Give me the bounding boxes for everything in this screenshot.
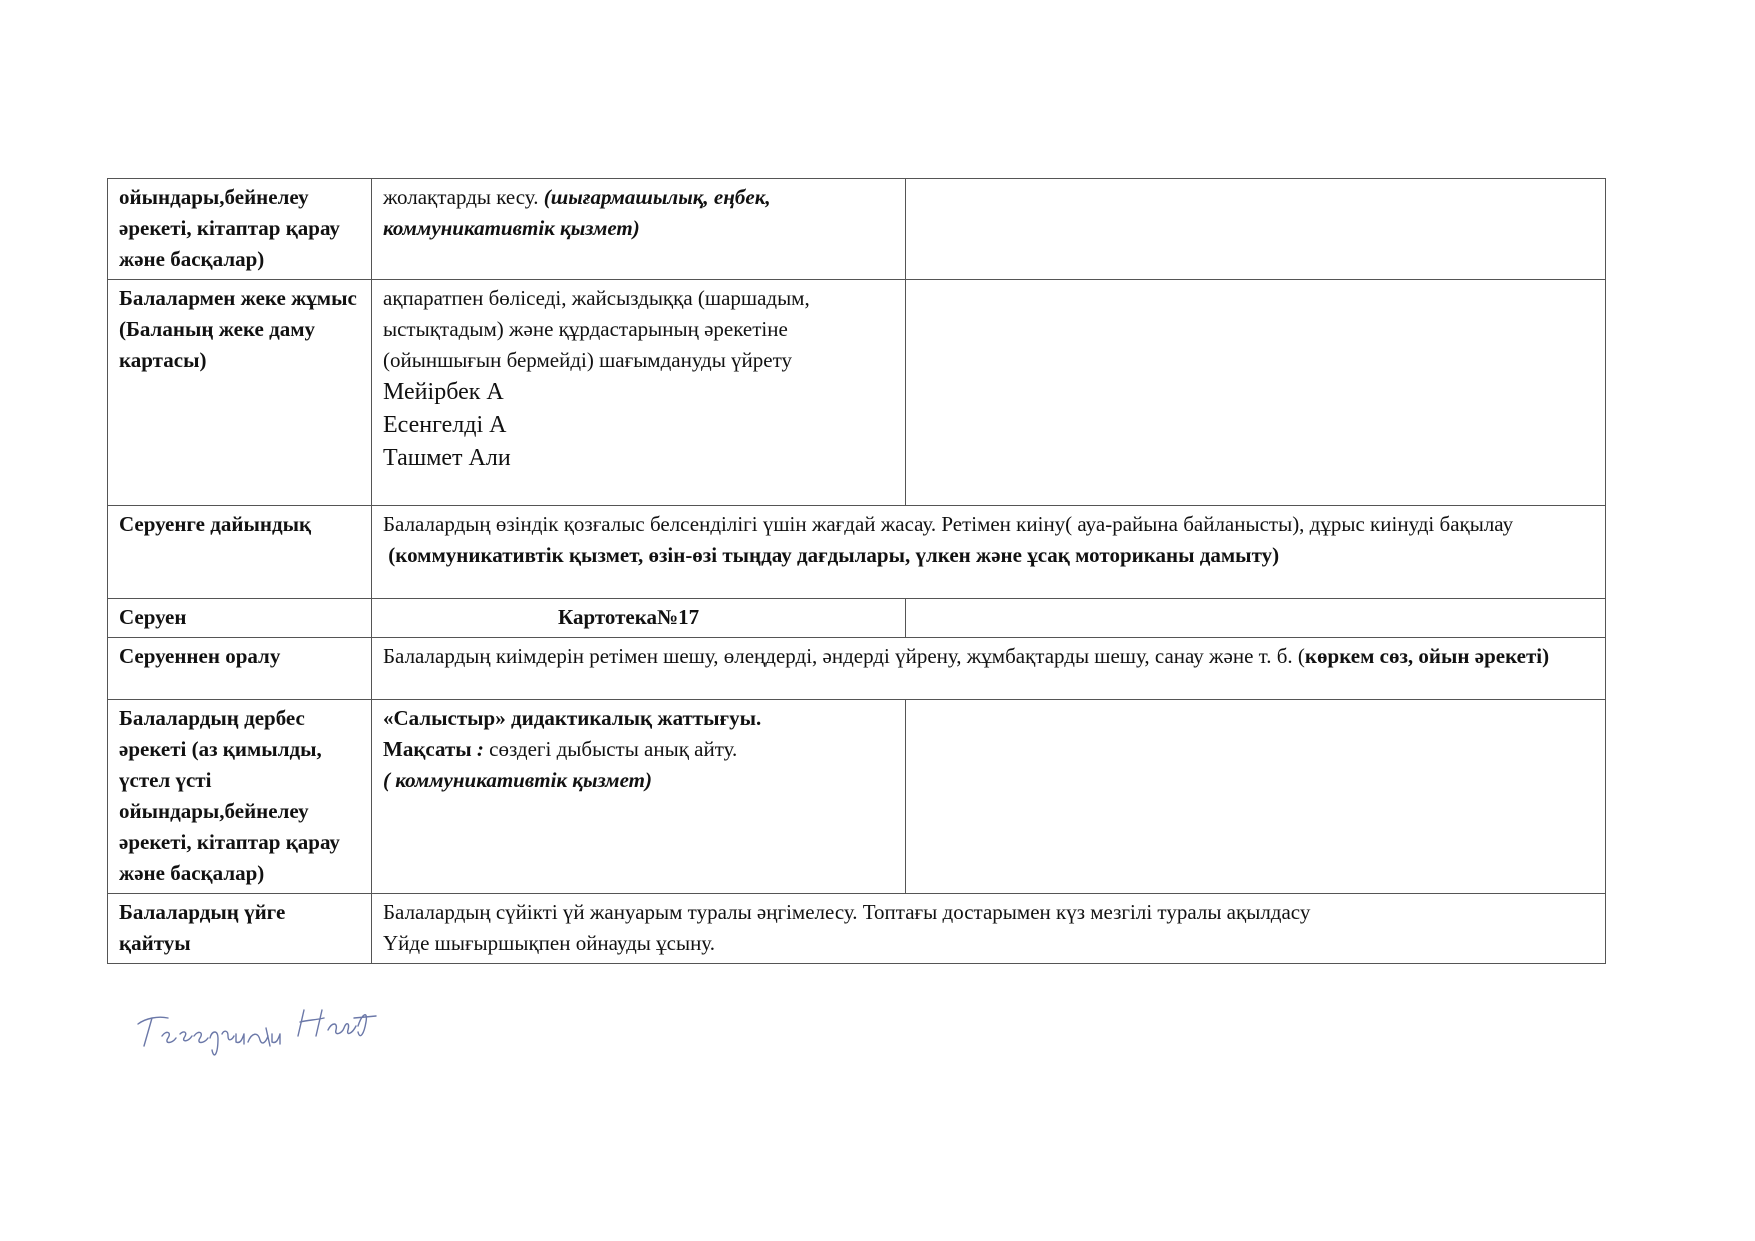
goal-text: сөздегі дыбысты анық айту. bbox=[483, 737, 738, 761]
child-name: Ташмет Али bbox=[383, 445, 511, 471]
goal-colon: : bbox=[476, 737, 484, 761]
row-label: Серуенге дайындық bbox=[108, 506, 372, 599]
row-text: Балалардың сүйікті үй жануарым туралы әңгімелесу. Топтағы достарымен күз мезгілі туралы ақылдасу bbox=[383, 900, 1311, 924]
empty-cell bbox=[906, 700, 1606, 894]
row-label: ойындары,бейнелеу әрекеті, кітаптар қарау және басқалар) bbox=[108, 179, 372, 280]
row-label: Балалардың дербес әрекеті (аз қимылды, үстел үсті ойындары,бейнелеу әрекеті, кітаптар қарау және басқалар) bbox=[108, 700, 372, 894]
row-label-line: Балалармен жеке жұмыс bbox=[119, 286, 357, 310]
row-content bbox=[372, 599, 906, 638]
row-content bbox=[372, 179, 906, 280]
table-row bbox=[108, 638, 1606, 700]
child-name: Мейірбек А bbox=[383, 379, 504, 405]
row-label bbox=[108, 280, 372, 506]
card-index-number: Картотека№17 bbox=[558, 605, 700, 629]
goal-label: Мақсаты bbox=[383, 737, 477, 761]
row-label: Балалардың үйге қайтуы bbox=[108, 894, 372, 964]
exercise-goal bbox=[383, 734, 895, 765]
table-row bbox=[108, 506, 1606, 599]
activity-type-note: ( коммуникативтік қызмет) bbox=[383, 768, 652, 792]
table-row bbox=[108, 599, 1606, 638]
handwritten-signature bbox=[132, 1000, 392, 1070]
activity-type-note: (шығармашылық, еңбек, коммуникативтік қызмет) bbox=[383, 185, 771, 240]
row-label: Серуеннен оралу bbox=[108, 638, 372, 700]
row-content bbox=[372, 638, 1606, 700]
row-label-line: (Баланың жеке даму картасы) bbox=[119, 317, 316, 372]
empty-cell bbox=[906, 280, 1606, 506]
row-text: ақпаратпен бөліседі, жайсыздыққа (шаршадым, ыстықтадым) және құрдастарының әрекетіне (ойыншығын бермейді) шағымдануды үйрету bbox=[383, 286, 810, 372]
row-text: Үйде шығыршықпен ойнауды ұсыну. bbox=[383, 931, 715, 955]
row-text: жолақтарды кесу. bbox=[383, 185, 544, 209]
table-row bbox=[108, 700, 1606, 894]
empty-cell bbox=[906, 599, 1606, 638]
row-content bbox=[372, 280, 906, 506]
row-content bbox=[372, 700, 906, 894]
activity-type-note: көркем сөз, ойын әрекеті) bbox=[1304, 644, 1550, 668]
table-row bbox=[108, 179, 1606, 280]
exercise-title: «Салыстыр» дидактикалық жаттығуы. bbox=[383, 706, 762, 730]
row-label: Серуен bbox=[108, 599, 372, 638]
daily-schedule-table bbox=[107, 178, 1606, 964]
row-content bbox=[372, 894, 1606, 964]
table-row bbox=[108, 894, 1606, 964]
row-text: Балалардың өзіндік қозғалыс белсенділігі үшін жағдай жасау. Ретімен киіну( ауа-райына байланысты), дұрыс киінуді бақылау bbox=[383, 512, 1514, 536]
activity-type-note: (коммуникативтік қызмет, өзін-өзі тыңдау дағдылары, үлкен және ұсақ моториканы дамыту) bbox=[383, 543, 1280, 567]
row-content bbox=[372, 506, 1606, 599]
row-text: Балалардың киімдерін ретімен шешу, өлеңдерді, әндерді үйрену, жұмбақтарды шешу, санау және т. б. ( bbox=[383, 644, 1305, 668]
child-name: Есенгелді А bbox=[383, 412, 507, 438]
empty-cell bbox=[906, 179, 1606, 280]
table-row bbox=[108, 280, 1606, 506]
